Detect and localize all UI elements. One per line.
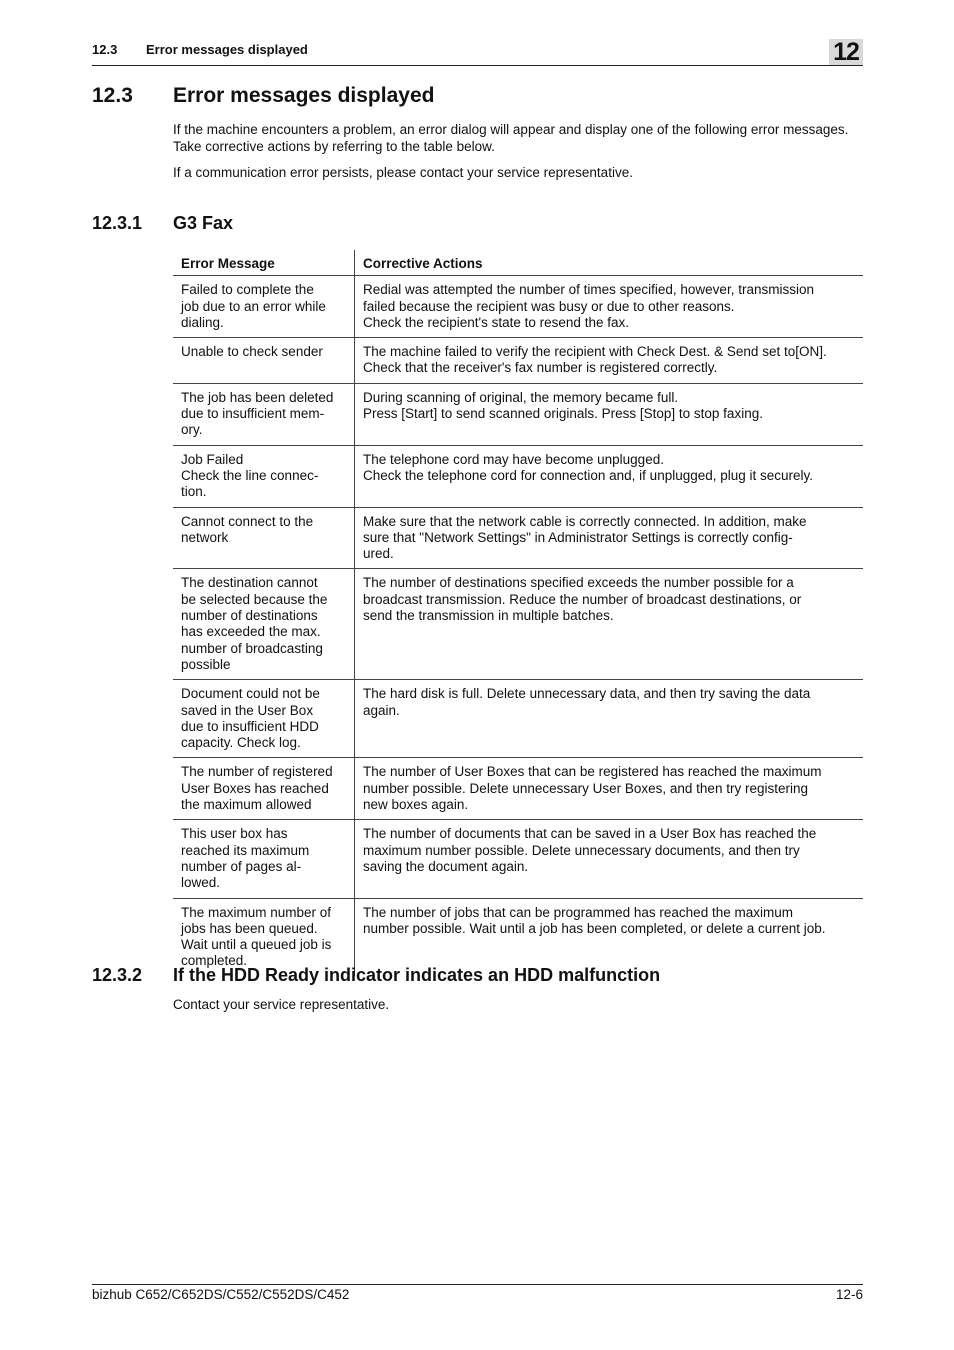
- footer-divider: [92, 1284, 863, 1285]
- corrective-action-cell: The number of jobs that can be programmed has reached the maximum number possible. Wait until a job has been completed, or delete a current job.: [355, 898, 864, 976]
- table-row: [173, 680, 863, 758]
- section-heading-title: Error messages displayed: [173, 84, 435, 107]
- footer-product-name: bizhub C652/C652DS/C552/C552DS/C452: [92, 1287, 350, 1302]
- corrective-action-cell: Redial was attempted the number of times specified, however, transmission failed because the recipient was busy or due to other reasons. Check the recipient's state to resend the fax.: [355, 276, 864, 338]
- error-message-cell: Cannot connect to the network: [173, 507, 355, 569]
- error-message-cell: The number of registered User Boxes has reached the maximum allowed: [173, 758, 355, 820]
- table-row: [173, 507, 863, 569]
- corrective-action-cell: The number of User Boxes that can be registered has reached the maximum number possible. Delete unnecessary User Boxes, and then try registering new boxes again.: [355, 758, 864, 820]
- column-header-error-message: Error Message: [173, 250, 355, 276]
- corrective-action-cell: The telephone cord may have become unplugged. Check the telephone cord for connection and, if unplugged, plug it securely.: [355, 445, 864, 507]
- column-header-corrective-actions: Corrective Actions: [363, 256, 483, 271]
- footer-page-number: 12-6: [835, 1287, 863, 1302]
- table-header-row: [173, 250, 863, 276]
- table-row: [173, 338, 863, 384]
- intro-paragraph-2: If a communication error persists, please contact your service representative.: [173, 165, 633, 180]
- corrective-action-cell: The hard disk is full. Delete unnecessary data, and then try saving the data again.: [355, 680, 864, 758]
- subsection-heading-title: G3 Fax: [173, 213, 234, 233]
- error-message-cell: The job has been deleted due to insufficient mem- ory.: [173, 383, 355, 445]
- error-messages-table: [173, 250, 863, 976]
- table-row: [173, 820, 863, 898]
- corrective-action-cell: The number of documents that can be saved in a User Box has reached the maximum number possible. Delete unnecessary documents, and then try saving the document again.: [355, 820, 864, 898]
- error-message-cell: Job Failed Check the line connec- tion.: [173, 445, 355, 507]
- error-message-cell: The maximum number of jobs has been queued. Wait until a queued job is completed.: [173, 898, 355, 976]
- hdd-malfunction-body: Contact your service representative.: [173, 997, 390, 1012]
- section-heading-number: 12.3: [92, 84, 133, 107]
- error-message-cell: The destination cannot be selected because the number of destinations has exceeded the max. number of broadcasting possible: [173, 569, 355, 680]
- table-row: [173, 276, 863, 338]
- subsection-heading-number: 12.3.1: [92, 213, 143, 233]
- subsection-heading-number: 12.3.2: [92, 965, 143, 985]
- section-heading: [92, 84, 434, 108]
- table-row: [173, 445, 863, 507]
- subsection-heading-title: If the HDD Ready indicator indicates an HDD malfunction: [173, 965, 661, 985]
- running-header-section-number: 12.3: [92, 42, 118, 57]
- running-header-section-title: Error messages displayed: [146, 42, 308, 57]
- intro-paragraph-1: If the machine encounters a problem, an error dialog will appear and display one of the following error messages. Take corrective actions by referring to the table below.: [173, 122, 849, 154]
- corrective-action-cell: During scanning of original, the memory became full. Press [Start] to send scanned originals. Press [Stop] to stop faxing.: [355, 383, 864, 445]
- chapter-number-badge: 12: [829, 39, 863, 65]
- error-message-cell: Unable to check sender: [173, 338, 355, 384]
- subsection-heading-hdd-malfunction: [92, 965, 660, 986]
- subsection-heading-g3-fax: [92, 213, 233, 234]
- running-header: [92, 42, 308, 57]
- table-row: [173, 758, 863, 820]
- header-divider: [92, 65, 863, 66]
- error-message-cell: Failed to complete the job due to an error while dialing.: [173, 276, 355, 338]
- error-message-cell: This user box has reached its maximum number of pages al- lowed.: [173, 820, 355, 898]
- corrective-action-cell: The number of destinations specified exceeds the number possible for a broadcast transmission. Reduce the number of broadcast destinations, or send the transmission in multiple batches.: [355, 569, 864, 680]
- table-row: [173, 569, 863, 680]
- table-row: [173, 383, 863, 445]
- corrective-action-cell: Make sure that the network cable is correctly connected. In addition, make sure that "Network Settings" in Administrator Settings is correctly config- ured.: [355, 507, 864, 569]
- error-message-cell: Document could not be saved in the User Box due to insufficient HDD capacity. Check log.: [173, 680, 355, 758]
- corrective-action-cell: The machine failed to verify the recipient with Check Dest. & Send set to[ON]. Check that the receiver's fax number is registered correctly.: [355, 338, 864, 384]
